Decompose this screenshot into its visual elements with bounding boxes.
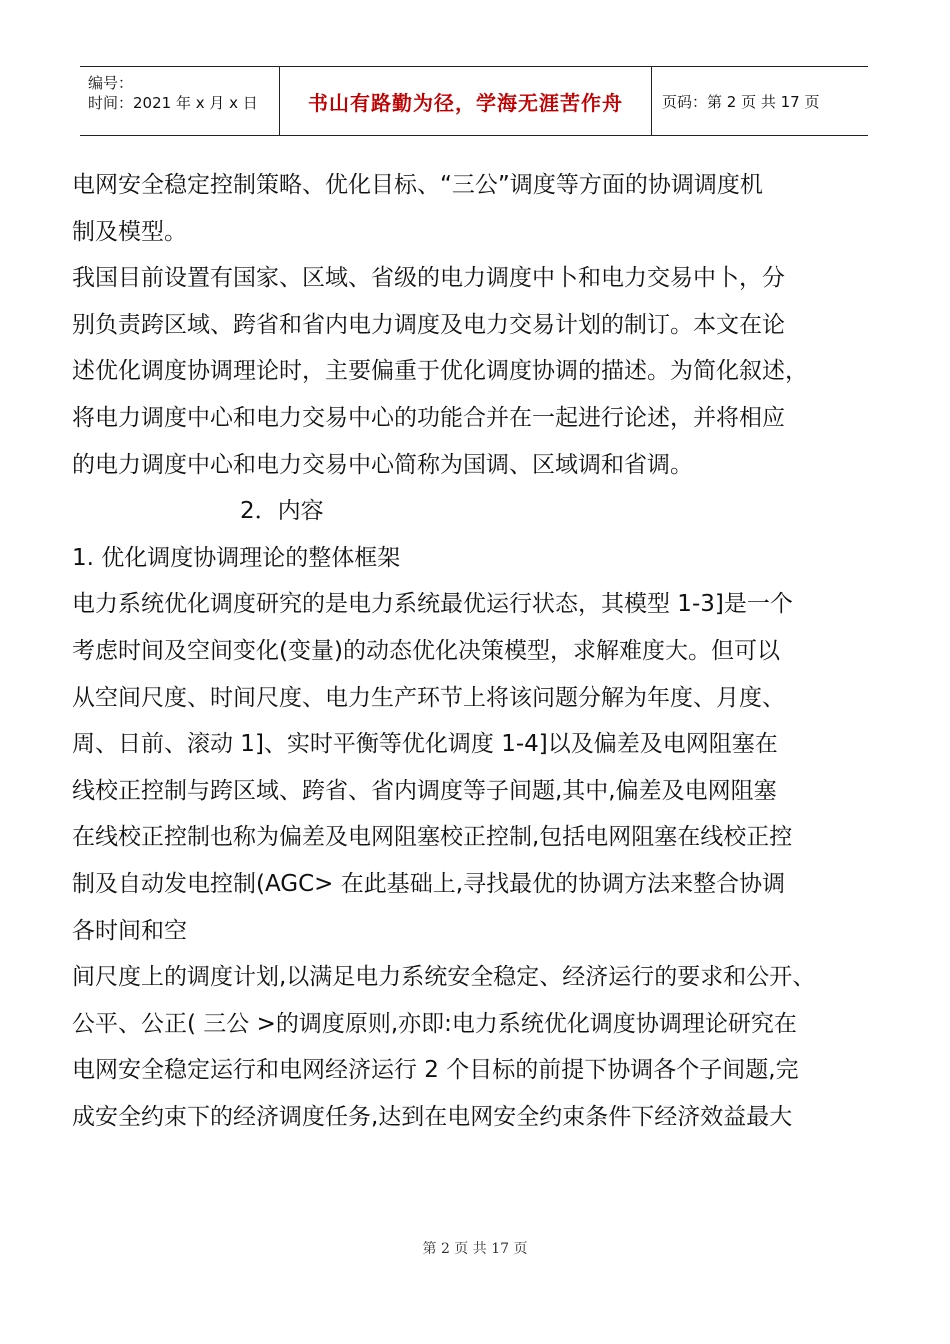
body-line: 述优化调度协调理论时，主要偏重于优化调度协调的描述。为简化叙述， [72, 358, 808, 385]
body-line: 线校正控制与跨区域、跨省、省内调度等子间题,其中,偏差及电网阻塞 [72, 777, 777, 804]
body-line: 成安全约束下的经济调度任务,达到在电网安全约束条件下经济效益最大 [72, 1103, 793, 1130]
body-line: 制及自动发电控制(AGC> 在此基础上,寻找最优的协调方法来整合协调 [72, 870, 786, 897]
header-meta [80, 67, 280, 135]
body-line: 电力系统优化调度研究的是电力系统最优运行状态，其模型 1-3]是一个 [72, 591, 793, 618]
section-heading: 2．内容 [240, 498, 324, 525]
body-line: 我国目前设置有国家、区域、省级的电力调度中卜和电力交易中卜，分 [72, 265, 785, 292]
body-line: 电网安全稳定控制策略、优化目标、“三公”调度等方面的协调调度机 [72, 172, 763, 198]
body-line: 制及模型。 [72, 218, 187, 245]
body-line: 公平、公正( 三公 >的调度原则,亦即:电力系统优化调度协调理论研究在 [72, 1010, 797, 1037]
body-line: 电网安全稳定运行和电网经济运行 2 个目标的前提下协调各个子间题,完 [72, 1057, 799, 1084]
subsection-heading: 1. 优化调度协调理论的整体框架 [72, 544, 401, 571]
page-footer: 第 2 页 共 17 页 [422, 1241, 528, 1257]
body-line: 在线校正控制也称为偏差及电网阻塞校正控制,包括电网阻塞在线校正控 [72, 824, 793, 851]
document-body [72, 162, 882, 1140]
header-page-info: 页码：第 2 页 共 17 页 [662, 92, 820, 111]
body-line: 别负责跨区域、跨省和省内电力调度及电力交易计划的制订。本文在论 [72, 311, 785, 338]
body-line: 周、日前、滚动 1]、实时平衡等优化调度 1-4]以及偏差及电网阻塞在 [72, 731, 778, 758]
body-line: 的电力调度中心和电力交易中心简称为国调、区域调和省调。 [72, 451, 693, 478]
header-motto: 书山有路勤为径，学海无涯苦作舟 [280, 67, 652, 135]
body-line: 将电力调度中心和电力交易中心的功能合并在一起进行论述，并将相应 [72, 404, 785, 431]
document-date: 时间：2021 年 x 月 x 日 [88, 94, 258, 112]
body-line: 各时间和空 [72, 917, 187, 944]
body-line: 间尺度上的调度计划,以满足电力系统安全稳定、经济运行的要求和公开、 [72, 964, 816, 991]
body-line: 考虑时间及空间变化(变量)的动态优化决策模型，求解难度大。但可以 [72, 637, 780, 664]
body-line: 从空间尺度、时间尺度、电力生产环节上将该问题分解为年度、月度、 [72, 684, 785, 711]
document-number: 编号： [88, 74, 134, 92]
page-header [80, 66, 868, 136]
